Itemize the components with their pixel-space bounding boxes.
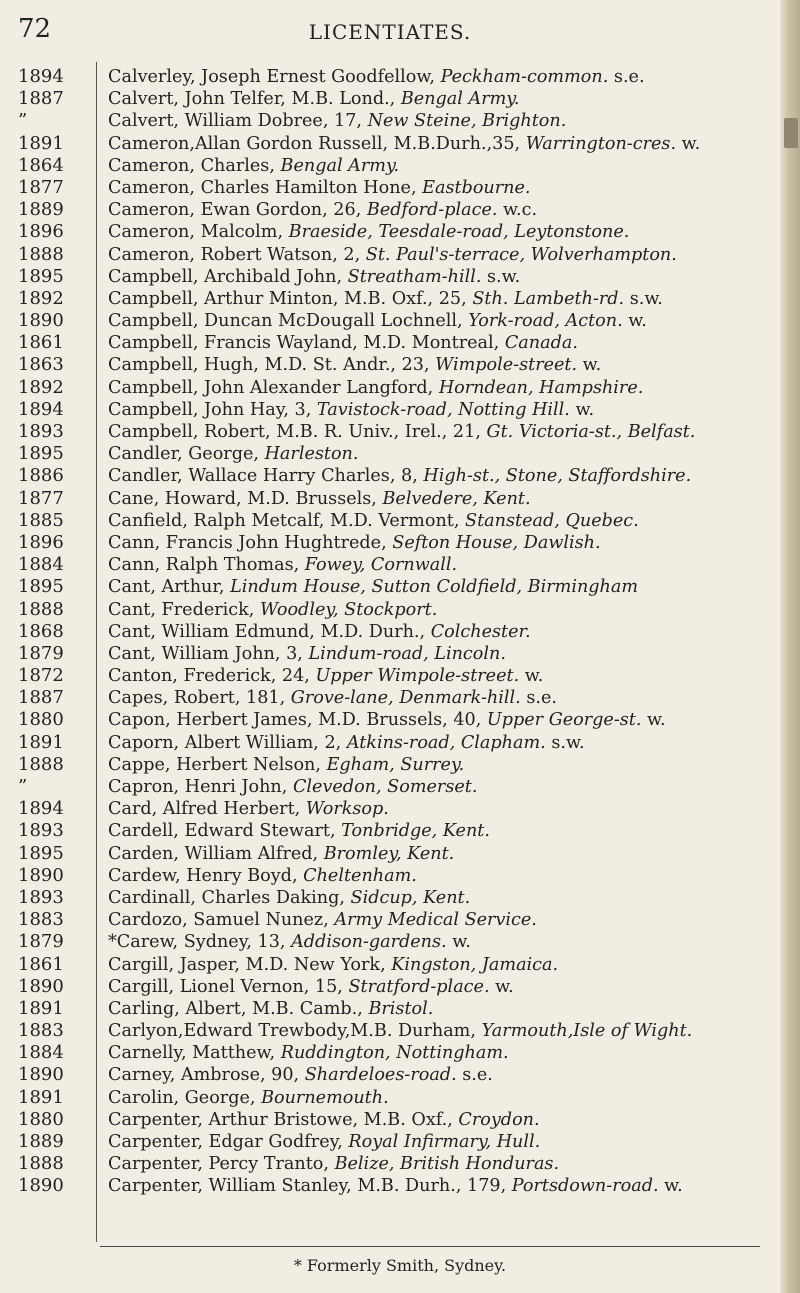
entry-year: 1891	[18, 731, 64, 753]
page-header	[0, 14, 780, 50]
entry-year: 1893	[18, 421, 64, 442]
entry-year: 1890	[18, 864, 64, 886]
entry-text: Cant, William Edmund, M.D. Durh., Colchester.	[108, 621, 531, 642]
entry-text: Cameron, Charles, Bengal Army.	[108, 155, 400, 176]
entry-year: 1880	[18, 1108, 64, 1130]
entry-text: Capron, Henri John, Clevedon, Somerset.	[108, 777, 478, 797]
entry-row	[0, 709, 780, 731]
entry-year: 1872	[18, 665, 64, 687]
entry-row	[0, 798, 780, 820]
footnote: * Formerly Smith, Sydney.	[293, 1256, 507, 1275]
entry-year: 1888	[18, 753, 64, 775]
entry-year: 1879	[18, 642, 64, 664]
entry-text: Cant, Frederick, Woodley, Stockport.	[108, 599, 438, 620]
entry-row	[0, 931, 780, 953]
entry-row	[0, 554, 780, 576]
footnote-rule	[100, 1246, 760, 1247]
entry-year: 1888	[18, 243, 64, 265]
entry-year: 1877	[18, 176, 64, 198]
entry-year: 1890	[18, 1175, 64, 1197]
entry-row	[0, 443, 780, 465]
entry-year: 1888	[18, 1153, 64, 1175]
entry-row	[0, 288, 780, 310]
entry-year: 1880	[18, 709, 64, 731]
entries-list	[0, 66, 780, 1198]
entry-text: Calvert, William Dobree, 17, New Steine, Brighton.	[108, 111, 567, 132]
entry-text: Cameron, Robert Watson, 2, St. Paul's-terrace, Wolverhampton.	[108, 244, 677, 265]
entry-text: Calverley, Joseph Ernest Goodfellow, Peckham-common. s.e.	[108, 67, 645, 87]
entry-year: 1883	[18, 1020, 64, 1042]
entry-row	[0, 177, 780, 199]
entry-year: 1893	[18, 820, 64, 842]
entry-text: Campbell, John Hay, 3, Tavistock-road, Notting Hill. w.	[108, 399, 595, 420]
entry-row	[0, 1153, 780, 1175]
entry-year: 1884	[18, 1042, 64, 1064]
entry-row	[0, 532, 780, 554]
entry-text: Campbell, Hugh, M.D. St. Andr., 23, Wimpole-street. w.	[108, 355, 602, 376]
page-tab	[784, 118, 798, 148]
entry-row	[0, 354, 780, 376]
entry-row	[0, 155, 780, 177]
entry-text: Carpenter, William Stanley, M.B. Durh., 179, Portsdown-road. w.	[108, 1176, 683, 1197]
entry-year: ”	[18, 776, 28, 797]
entry-text: Capes, Robert, 181, Grove-lane, Denmark-hill. s.e.	[108, 688, 557, 709]
entry-year: 1868	[18, 620, 64, 642]
entry-row	[0, 1020, 780, 1042]
entry-year: 1892	[18, 376, 64, 398]
entry-text: Campbell, Arthur Minton, M.B. Oxf., 25, Sth. Lambeth-rd. s.w.	[108, 288, 663, 309]
entry-row	[0, 665, 780, 687]
entry-row	[0, 643, 780, 665]
entry-text: Card, Alfred Herbert, Worksop.	[108, 799, 389, 820]
entry-row	[0, 510, 780, 532]
entry-text: Carnelly, Matthew, Ruddington, Nottingham.	[108, 1043, 509, 1064]
entry-text: Cardozo, Samuel Nunez, Army Medical Service.	[108, 910, 537, 931]
entry-text: Cargill, Lionel Vernon, 15, Stratford-place. w.	[108, 976, 514, 997]
entry-year: 1884	[18, 554, 64, 576]
entry-row	[0, 399, 780, 421]
entry-year: 1892	[18, 287, 64, 309]
entry-text: Carpenter, Arthur Bristowe, M.B. Oxf., Croydon.	[108, 1109, 540, 1130]
entry-text: Cargill, Jasper, M.D. New York, Kingston, Jamaica.	[108, 954, 559, 975]
entry-text: Cappe, Herbert Nelson, Egham, Surrey.	[108, 754, 465, 775]
entry-text: Cant, William John, 3, Lindum-road, Lincoln.	[108, 643, 506, 664]
entry-text: Carling, Albert, M.B. Camb., Bristol.	[108, 998, 434, 1019]
entry-year: 1891	[18, 1086, 64, 1108]
running-head: LICENTIATES.	[308, 20, 472, 44]
entry-year: 1888	[18, 598, 64, 620]
entry-text: Campbell, Francis Wayland, M.D. Montreal, Canada.	[108, 333, 578, 354]
entry-row	[0, 88, 780, 110]
entry-text: Cardew, Henry Boyd, Cheltenham.	[108, 865, 417, 886]
entry-text: Carpenter, Percy Tranto, Belize, British Honduras.	[108, 1154, 560, 1175]
entry-row	[0, 976, 780, 998]
entry-year: 1864	[18, 154, 64, 176]
entry-text: Cameron, Ewan Gordon, 26, Bedford-place. w.c.	[108, 200, 538, 221]
entry-row	[0, 1064, 780, 1086]
entry-row	[0, 1131, 780, 1153]
entry-year: 1887	[18, 88, 64, 110]
entry-text: Carpenter, Edgar Godfrey, Royal Infirmary, Hull.	[108, 1132, 541, 1152]
entry-year: 1894	[18, 398, 64, 420]
entry-row	[0, 1175, 780, 1197]
entry-year: 1889	[18, 1131, 64, 1152]
entry-text: Cardinall, Charles Daking, Sidcup, Kent.	[108, 887, 471, 908]
entry-row	[0, 488, 780, 510]
entry-text: Campbell, Duncan McDougall Lochnell, York-road, Acton. w.	[108, 311, 647, 332]
entry-year: 1861	[18, 332, 64, 354]
entry-text: Candler, George, Harleston.	[108, 444, 359, 465]
entry-row	[0, 909, 780, 931]
entry-text: Cant, Arthur, Lindum House, Sutton Coldfield, Birmingham	[108, 577, 639, 598]
entry-row	[0, 732, 780, 754]
entry-year: 1893	[18, 886, 64, 908]
entry-row	[0, 66, 780, 88]
entry-year: 1895	[18, 443, 64, 465]
entry-year: 1890	[18, 1064, 64, 1086]
entry-row	[0, 133, 780, 155]
entry-year: ”	[18, 110, 28, 132]
entry-row	[0, 954, 780, 976]
entry-year: 1895	[18, 842, 64, 864]
entry-text: Campbell, John Alexander Langford, Horndean, Hampshire.	[108, 377, 644, 398]
entry-year: 1894	[18, 66, 64, 87]
entry-year: 1886	[18, 465, 64, 487]
entry-text: Candler, Wallace Harry Charles, 8, High-st., Stone, Staffordshire.	[108, 466, 692, 487]
entry-text: *Carew, Sydney, 13, Addison-gardens. w.	[108, 932, 471, 953]
entry-row	[0, 865, 780, 887]
entry-text: Campbell, Robert, M.B. R. Univ., Irel., 21, Gt. Victoria-st., Belfast.	[108, 422, 696, 442]
entry-row	[0, 110, 780, 132]
entry-text: Carden, William Alfred, Bromley, Kent.	[108, 843, 455, 864]
entry-row	[0, 244, 780, 266]
entry-text: Carlyon,Edward Trewbody,M.B. Durham, Yarmouth,Isle of Wight.	[108, 1021, 693, 1042]
entry-text: Cameron, Malcolm, Braeside, Teesdale-road, Leytonstone.	[108, 222, 630, 243]
entry-row	[0, 776, 780, 798]
entry-row	[0, 843, 780, 865]
entry-text: Carolin, George, Bournemouth.	[108, 1087, 389, 1108]
entry-row	[0, 621, 780, 643]
entry-text: Cane, Howard, M.D. Brussels, Belvedere, Kent.	[108, 488, 531, 509]
entry-year: 1894	[18, 798, 64, 820]
entry-year: 1891	[18, 997, 64, 1019]
entry-year: 1885	[18, 509, 64, 531]
entry-text: Capon, Herbert James, M.D. Brussels, 40, Upper George-st. w.	[108, 710, 666, 731]
entry-year: 1896	[18, 221, 64, 243]
entry-year: 1889	[18, 199, 64, 221]
entry-row	[0, 1087, 780, 1109]
entry-row	[0, 221, 780, 243]
entry-text: Caporn, Albert William, 2, Atkins-road, Clapham. s.w.	[108, 732, 585, 753]
entry-row	[0, 887, 780, 909]
entry-year: 1877	[18, 487, 64, 509]
entry-year: 1887	[18, 687, 64, 709]
entry-row	[0, 754, 780, 776]
entry-year: 1890	[18, 310, 64, 332]
entry-row	[0, 199, 780, 221]
entry-text: Cardell, Edward Stewart, Tonbridge, Kent.	[108, 821, 490, 842]
entry-year: 1890	[18, 975, 64, 997]
entry-text: Calvert, John Telfer, M.B. Lond., Bengal Army.	[108, 89, 520, 110]
entry-row	[0, 266, 780, 288]
entry-text: Cameron,Allan Gordon Russell, M.B.Durh.,35, Warrington-cres. w.	[108, 133, 701, 154]
entry-text: Canfield, Ralph Metcalf, M.D. Vermont, Stanstead, Quebec.	[108, 510, 639, 531]
entry-year: 1895	[18, 265, 64, 287]
entry-text: Campbell, Archibald John, Streatham-hill. s.w.	[108, 266, 521, 287]
entry-year: 1879	[18, 931, 64, 953]
entry-row	[0, 310, 780, 332]
entry-year: 1863	[18, 354, 64, 376]
entry-row	[0, 377, 780, 399]
entry-row	[0, 576, 780, 598]
entry-year: 1896	[18, 531, 64, 553]
entry-row	[0, 687, 780, 709]
page-number: 72	[18, 14, 52, 44]
entry-year: 1861	[18, 953, 64, 975]
entry-year: 1883	[18, 909, 64, 931]
entry-text: Canton, Frederick, 24, Upper Wimpole-street. w.	[108, 666, 544, 687]
entry-row	[0, 998, 780, 1020]
entry-row	[0, 332, 780, 354]
entry-year: 1895	[18, 576, 64, 598]
entry-text: Cameron, Charles Hamilton Hone, Eastbourne.	[108, 177, 531, 198]
entry-row	[0, 599, 780, 621]
entry-row	[0, 421, 780, 443]
entry-text: Carney, Ambrose, 90, Shardeloes-road. s.e.	[108, 1065, 493, 1086]
entry-row	[0, 465, 780, 487]
entry-text: Cann, Francis John Hughtrede, Sefton House, Dawlish.	[108, 532, 601, 553]
entry-row	[0, 820, 780, 842]
entry-row	[0, 1042, 780, 1064]
page-edge	[780, 0, 800, 1293]
entry-row	[0, 1109, 780, 1131]
entry-text: Cann, Ralph Thomas, Fowey, Cornwall.	[108, 555, 458, 576]
entry-year: 1891	[18, 132, 64, 154]
